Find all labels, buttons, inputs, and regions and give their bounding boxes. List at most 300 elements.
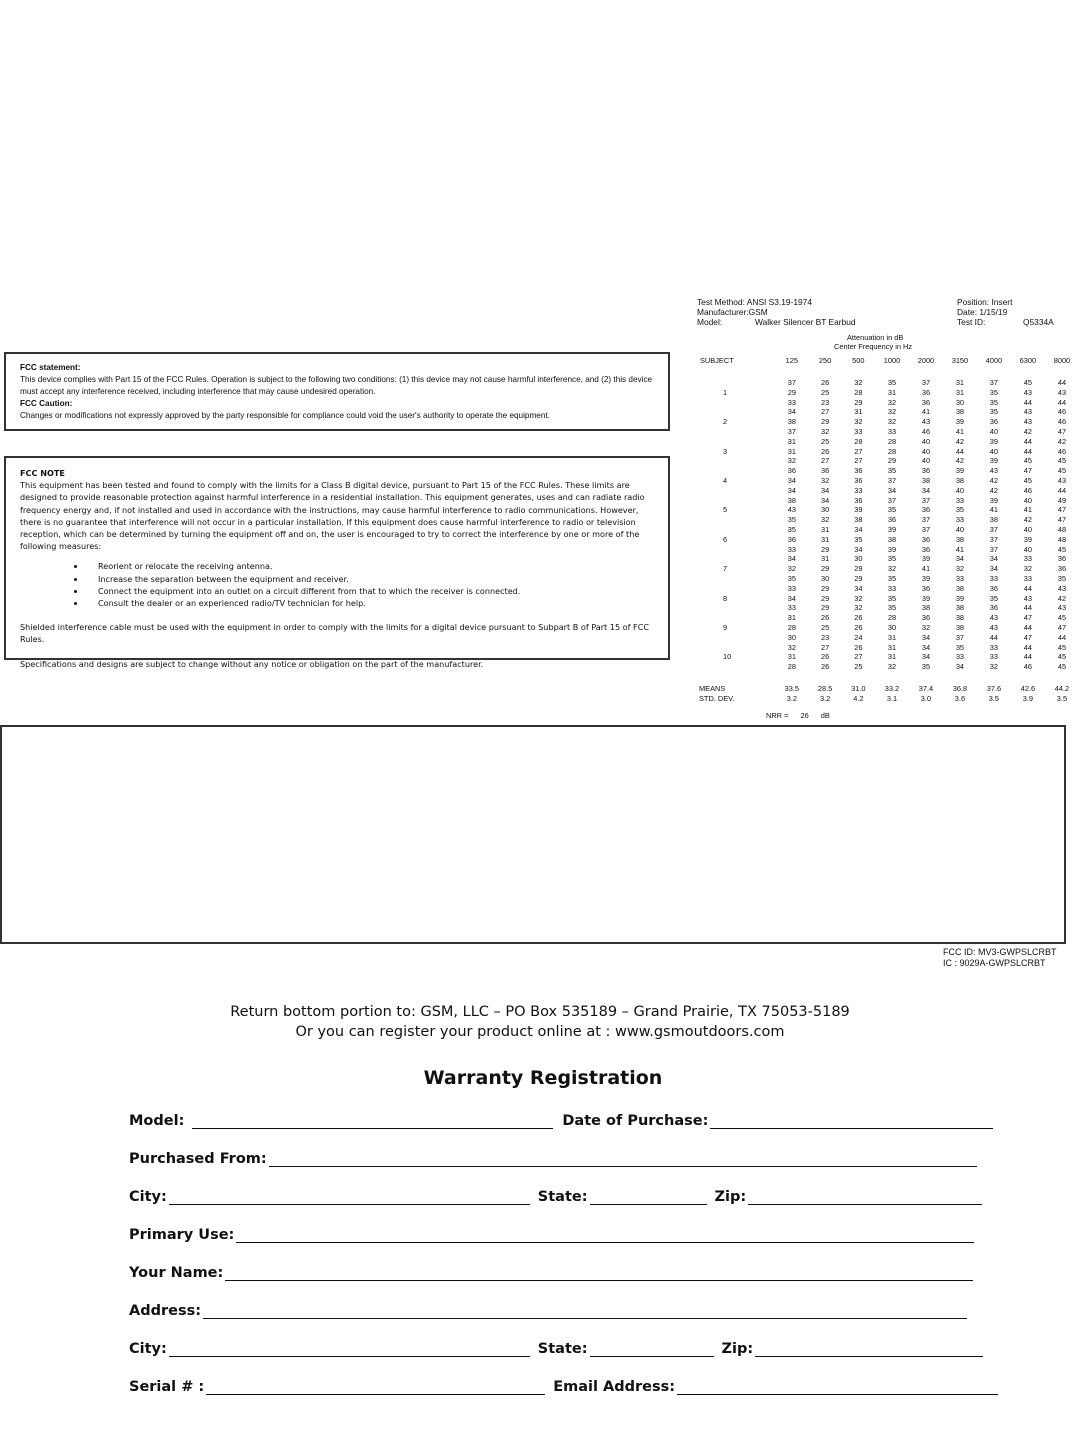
attenuation-value: 46 — [1057, 446, 1067, 456]
attenuation-value: 34 — [820, 485, 830, 495]
table-row — [699, 663, 1078, 671]
attenuation-value: 35 — [787, 515, 796, 525]
attenuation-value: 35 — [887, 466, 897, 476]
attenuation-value: 41 — [921, 564, 931, 574]
freq-header: 4000 — [985, 355, 1003, 365]
attenuation-value: 26 — [854, 642, 863, 652]
attenuation-value: 47 — [1057, 622, 1067, 632]
attenuation-value: 35 — [887, 603, 897, 613]
attenuation-value: 39 — [854, 505, 863, 515]
attenuation-value: 41 — [921, 407, 931, 417]
subject-number — [699, 457, 774, 465]
nrr-unit: dB — [820, 711, 830, 720]
attenuation-value: 33 — [989, 573, 999, 583]
attenuation-value: 40 — [1023, 495, 1033, 505]
model-field[interactable] — [192, 1112, 553, 1129]
attenuation-value: 28 — [887, 446, 897, 456]
freq-header: 8000 — [1053, 355, 1071, 365]
date-of-purchase-field[interactable] — [710, 1112, 993, 1129]
attenuation-value: 31 — [955, 387, 965, 397]
position: Position: Insert — [957, 297, 1013, 307]
attenuation-value: 29 — [787, 387, 796, 397]
attenuation-value: 31 — [887, 632, 897, 642]
table-row — [699, 497, 1078, 505]
std-dev-row-label: STD. DEV. — [699, 693, 735, 703]
attenuation-value: 45 — [1057, 652, 1067, 662]
attenuation-value: 38 — [955, 583, 965, 593]
attenuation-value: 23 — [820, 397, 830, 407]
subject-number: 4 — [723, 475, 728, 485]
attenuation-value: 45 — [1057, 544, 1067, 554]
attenuation-value: 36 — [820, 466, 830, 476]
your-name-field[interactable] — [225, 1264, 973, 1281]
attenuation-value: 35 — [989, 593, 999, 603]
attenuation-value: 34 — [921, 485, 931, 495]
attenuation-value: 36 — [921, 397, 931, 407]
attenuation-value: 34 — [820, 495, 830, 505]
attenuation-value: 43 — [921, 417, 931, 427]
city-field[interactable] — [169, 1340, 530, 1357]
primary-use-field[interactable] — [236, 1226, 974, 1243]
attenuation-value: 39 — [989, 456, 999, 466]
attenuation-value: 34 — [955, 662, 965, 672]
fcc-note-box — [4, 456, 670, 669]
city-label: City: — [129, 1189, 167, 1205]
subject-number — [699, 497, 774, 505]
freq-header: 6300 — [1019, 355, 1037, 365]
attenuation-value: 37 — [989, 524, 999, 534]
std-dev-row — [699, 695, 1078, 703]
attenuation-value: 34 — [787, 475, 796, 485]
fcc-caution-text: Changes or modifications not expressly approved by the party responsible for compliance could void the user's authority to operate the equipment. — [20, 411, 550, 420]
attenuation-value: 29 — [820, 417, 830, 427]
attenuation-value: 33 — [989, 642, 999, 652]
attenuation-value: 28 — [887, 436, 897, 446]
attenuation-value: 32 — [887, 564, 897, 574]
nrr-label: NRR = — [766, 711, 789, 720]
attenuation-value: 29 — [820, 564, 830, 574]
attenuation-value: 44 — [1057, 632, 1067, 642]
subject-number — [699, 585, 774, 593]
attenuation-value: 39 — [955, 593, 965, 603]
attenuation-value: 34 — [787, 407, 796, 417]
subject-number: 9 — [723, 622, 728, 632]
attenuation-value: 27 — [854, 456, 863, 466]
subject-number — [699, 546, 774, 554]
regulatory-ids — [943, 947, 1057, 969]
attenuation-value: 34 — [887, 485, 897, 495]
attenuation-value: 28 — [787, 662, 796, 672]
attenuation-value: 43 — [1023, 417, 1033, 427]
subject-number — [699, 467, 774, 475]
attenuation-value: 35 — [887, 505, 897, 515]
std-dev-row-value: 3.1 — [886, 693, 898, 703]
fcc-caution-heading: FCC Caution: — [20, 399, 73, 408]
attenuation-value: 33 — [787, 544, 796, 554]
subject-number: 7 — [723, 564, 728, 574]
attenuation-value: 31 — [787, 436, 796, 446]
form-row-primary-use — [129, 1223, 974, 1243]
attenuation-value: 33 — [1023, 573, 1033, 583]
attenuation-value: 36 — [787, 466, 796, 476]
attenuation-value: 32 — [887, 397, 897, 407]
attenuation-value: 25 — [820, 387, 830, 397]
attenuation-value: 26 — [820, 378, 830, 387]
address-label: Address: — [129, 1303, 202, 1319]
attenuation-value: 45 — [1057, 613, 1067, 623]
your-name-label: Your Name: — [129, 1265, 224, 1281]
attenuation-value: 35 — [887, 378, 897, 387]
attenuation-value: 26 — [820, 662, 830, 672]
attenuation-value: 47 — [1057, 515, 1067, 525]
attenuation-value: 49 — [1057, 495, 1067, 505]
attenuation-value: 43 — [1023, 407, 1033, 417]
attenuation-value: 41 — [955, 426, 965, 436]
attenuation-value: 38 — [921, 475, 931, 485]
nrr-row — [766, 711, 830, 720]
subject-number: 5 — [723, 505, 728, 515]
table-row — [699, 487, 1078, 495]
attenuation-value: 35 — [989, 387, 999, 397]
attenuation-value: 35 — [989, 407, 999, 417]
subject-number: 2 — [723, 417, 728, 427]
attenuation-value: 45 — [1023, 456, 1033, 466]
attenuation-value: 33 — [887, 583, 897, 593]
attenuation-value: 37 — [787, 378, 796, 387]
means-row-value: 31.0 — [851, 683, 866, 693]
attenuation-value: 37 — [921, 515, 931, 525]
table-row — [699, 565, 1078, 573]
table-row — [699, 448, 1078, 456]
attenuation-value: 28 — [854, 387, 863, 397]
fcc-statement-text: This device complies with Part 15 of the FCC Rules. Operation is subject to the following two conditions: (1) this device may not cause harmful interference, and (2) this device must accept any interference received, including interference that may cause undesired operation. — [20, 375, 653, 396]
attenuation-value: 36 — [887, 515, 897, 525]
city-field[interactable] — [169, 1188, 530, 1205]
attenuation-value: 34 — [787, 554, 796, 564]
attenuation-value: 31 — [820, 554, 830, 564]
attenuation-value: 42 — [955, 456, 965, 466]
attenuation-value: 40 — [921, 456, 931, 466]
fcc-id: FCC ID: MV3-GWPSLCRBT — [943, 947, 1057, 957]
attenuation-value: 25 — [820, 622, 830, 632]
attenuation-value: 38 — [989, 515, 999, 525]
attenuation-value: 28 — [854, 436, 863, 446]
attenuation-value: 37 — [887, 475, 897, 485]
attenuation-value: 43 — [1057, 475, 1067, 485]
attenuation-value: 36 — [1057, 564, 1067, 574]
attenuation-value: 39 — [1023, 534, 1033, 544]
subject-number: 10 — [723, 652, 732, 662]
table-row — [699, 408, 1078, 416]
attenuation-value: 29 — [854, 564, 863, 574]
attenuation-value: 33 — [854, 426, 863, 436]
attenuation-value: 31 — [887, 642, 897, 652]
table-row — [699, 624, 1078, 632]
std-dev-row-value: 3.5 — [988, 693, 1000, 703]
attenuation-value: 32 — [854, 593, 863, 603]
attenuation-value: 43 — [989, 613, 999, 623]
attenuation-value: 33 — [787, 603, 796, 613]
attenuation-value: 39 — [955, 466, 965, 476]
form-row-purchased-from — [129, 1147, 977, 1167]
attenuation-value: 31 — [787, 446, 796, 456]
subject-number — [699, 614, 774, 622]
attenuation-value: 34 — [989, 554, 999, 564]
attenuation-value: 36 — [921, 613, 931, 623]
attenuation-value: 36 — [787, 534, 796, 544]
model-value: Walker Silencer BT Earbud — [755, 317, 856, 327]
model-label: Model: — [697, 317, 723, 327]
attenuation-value: 25 — [820, 436, 830, 446]
attenuation-value: 25 — [854, 662, 863, 672]
ic-id: IC : 9029A-GWPSLCRBT — [943, 958, 1046, 968]
attenuation-value: 40 — [921, 436, 931, 446]
attenuation-value: 40 — [955, 524, 965, 534]
attenuation-label: Attenuation in dB — [847, 333, 904, 342]
attenuation-value: 31 — [887, 387, 897, 397]
form-row-model — [129, 1109, 993, 1129]
attenuation-value: 44 — [1023, 583, 1033, 593]
attenuation-value: 33 — [787, 583, 796, 593]
attenuation-value: 29 — [854, 573, 863, 583]
attenuation-value: 28 — [887, 613, 897, 623]
attenuation-value: 35 — [1057, 573, 1067, 583]
attenuation-value: 44 — [1023, 622, 1033, 632]
attenuation-value: 45 — [1057, 642, 1067, 652]
attenuation-value: 44 — [955, 446, 965, 456]
attenuation-value: 47 — [1023, 613, 1033, 623]
attenuation-value: 37 — [921, 495, 931, 505]
attenuation-value: 36 — [921, 534, 931, 544]
table-row — [699, 389, 1078, 397]
means-row-value: 42.6 — [1020, 683, 1036, 693]
attenuation-value: 35 — [955, 505, 965, 515]
attenuation-value: 40 — [955, 485, 965, 495]
nrr-value: 26 — [800, 711, 809, 720]
attenuation-value: 34 — [787, 593, 796, 603]
attenuation-value: 29 — [820, 603, 830, 613]
attenuation-value: 34 — [854, 544, 863, 554]
table-row — [699, 546, 1078, 554]
attenuation-value: 36 — [921, 505, 931, 515]
return-info — [0, 1002, 1080, 1042]
attenuation-value: 26 — [820, 446, 830, 456]
state-field[interactable] — [590, 1188, 707, 1205]
attenuation-value: 32 — [820, 475, 830, 485]
std-dev-row-value: 3.0 — [920, 693, 932, 703]
date-of-purchase-label: Date of Purchase: — [562, 1113, 709, 1129]
attenuation-value: 35 — [854, 534, 863, 544]
attenuation-value: 36 — [854, 466, 863, 476]
state-label: State: — [537, 1341, 588, 1357]
table-row — [699, 614, 1078, 622]
means-row-label: MEANS — [699, 683, 726, 693]
attenuation-value: 36 — [921, 544, 931, 554]
attenuation-value: 46 — [921, 426, 931, 436]
attenuation-value: 38 — [955, 534, 965, 544]
attenuation-value: 43 — [989, 622, 999, 632]
attenuation-value: 35 — [887, 573, 897, 583]
attenuation-value: 36 — [854, 475, 863, 485]
attenuation-value: 43 — [1023, 593, 1033, 603]
table-row — [699, 595, 1078, 603]
form-row-serial — [129, 1375, 998, 1395]
freq-header: 125 — [785, 355, 799, 365]
attenuation-value: 35 — [989, 397, 999, 407]
freq-header: 500 — [852, 355, 865, 365]
attenuation-value: 34 — [921, 652, 931, 662]
email-field[interactable] — [677, 1378, 998, 1395]
attenuation-value: 32 — [820, 426, 830, 436]
attenuation-value: 34 — [921, 632, 931, 642]
attenuation-value: 36 — [1057, 554, 1067, 564]
means-row-value: 33.2 — [884, 683, 900, 693]
freq-header: 2000 — [917, 355, 935, 365]
subject-number — [699, 408, 774, 416]
subject-number — [699, 516, 774, 524]
zip-field[interactable] — [755, 1340, 983, 1357]
attenuation-value: 30 — [887, 622, 897, 632]
std-dev-row-value: 3.2 — [819, 693, 831, 703]
attenuation-value: 45 — [1057, 456, 1067, 466]
attenuation-value: 39 — [921, 573, 931, 583]
measure-item: • Connect the equipment into an outlet on a circuit different from that to which the receiver is connected. — [86, 585, 654, 597]
attenuation-value: 37 — [921, 524, 931, 534]
attenuation-value: 24 — [854, 632, 863, 642]
attenuation-value: 36 — [921, 466, 931, 476]
means-row-value: 33.5 — [784, 683, 800, 693]
attenuation-value: 30 — [820, 573, 830, 583]
attenuation-value: 30 — [955, 397, 965, 407]
attenuation-value: 32 — [989, 662, 999, 672]
attenuation-value: 37 — [921, 378, 931, 387]
attenuation-value: 38 — [921, 603, 931, 613]
attenuation-value: 33 — [955, 652, 965, 662]
attenuation-value: 32 — [955, 564, 965, 574]
fcc-measures-list — [20, 560, 654, 609]
attenuation-value: 32 — [887, 662, 897, 672]
attenuation-value: 47 — [1023, 632, 1033, 642]
attenuation-value: 39 — [989, 436, 999, 446]
form-row-address — [129, 1299, 967, 1319]
attenuation-value: 34 — [989, 564, 999, 574]
table-row — [699, 644, 1078, 652]
table-row — [699, 418, 1078, 426]
shielded-cable-text: Shielded interference cable must be used with the equipment in order to comply with the limits for a digital device pursuant to Subpart B of Part 15 of FCC Rules. — [20, 622, 650, 645]
attenuation-value: 37 — [989, 378, 999, 387]
attenuation-value: 34 — [955, 554, 965, 564]
attenuation-value: 44 — [1023, 652, 1033, 662]
attenuation-value: 31 — [887, 652, 897, 662]
std-dev-row-value: 4.2 — [853, 693, 864, 703]
attenuation-value: 29 — [820, 593, 830, 603]
means-row-value: 37.6 — [986, 683, 1002, 693]
serial-label: Serial # : — [129, 1379, 205, 1395]
attenuation-value: 39 — [887, 524, 897, 534]
attenuation-value: 38 — [887, 534, 897, 544]
test-date: Date: 1/15/19 — [957, 307, 1008, 317]
table-row — [699, 555, 1078, 563]
attenuation-value: 42 — [989, 485, 999, 495]
fcc-statement-heading: FCC statement: — [20, 363, 81, 372]
attenuation-value: 43 — [1057, 387, 1067, 397]
email-label: Email Address: — [553, 1379, 676, 1395]
purchased-from-label: Purchased From: — [129, 1151, 267, 1167]
std-dev-row-value: 3.9 — [1022, 693, 1034, 703]
attenuation-value: 38 — [955, 475, 965, 485]
attenuation-value: 38 — [787, 495, 796, 505]
form-row-city-2 — [129, 1337, 983, 1357]
fcc-note-heading: FCC NOTE — [20, 468, 65, 478]
attenuation-value: 47 — [1057, 426, 1067, 436]
attenuation-value: 41 — [989, 505, 999, 515]
state-field[interactable] — [590, 1340, 714, 1357]
attenuation-value: 44 — [1057, 378, 1067, 387]
attenuation-value: 42 — [989, 475, 999, 485]
attenuation-value: 40 — [921, 446, 931, 456]
means-row — [699, 685, 1078, 693]
means-row-value: 37.4 — [918, 683, 934, 693]
table-row — [699, 477, 1078, 485]
attenuation-value: 30 — [787, 632, 796, 642]
serial-field[interactable] — [206, 1378, 545, 1395]
attenuation-value: 36 — [989, 603, 999, 613]
attenuation-value: 32 — [1023, 564, 1033, 574]
attenuation-value: 38 — [955, 613, 965, 623]
address-field[interactable] — [203, 1302, 967, 1319]
attenuation-value: 48 — [1057, 534, 1067, 544]
attenuation-value: 29 — [854, 397, 863, 407]
attenuation-value: 45 — [1023, 475, 1033, 485]
means-row-value: 36.8 — [952, 683, 968, 693]
test-method: Test Method: ANSI S3.19-1974 — [697, 297, 812, 307]
state-label: State: — [537, 1189, 588, 1205]
means-row-value: 44.2 — [1054, 683, 1070, 693]
attenuation-value: 44 — [1057, 485, 1067, 495]
table-row — [699, 585, 1078, 593]
subject-number — [699, 487, 774, 495]
table-row — [699, 428, 1078, 436]
zip-field[interactable] — [748, 1188, 982, 1205]
zip-label: Zip: — [714, 1189, 747, 1205]
attenuation-value: 43 — [787, 505, 796, 515]
attenuation-value: 33 — [989, 652, 999, 662]
std-dev-row-value: 3.2 — [786, 693, 797, 703]
attenuation-value: 47 — [1057, 505, 1067, 515]
table-row — [699, 653, 1078, 661]
subject-number — [699, 644, 774, 652]
city-label: City: — [129, 1341, 167, 1357]
attenuation-value: 44 — [1023, 397, 1033, 407]
subject-header: SUBJECT — [700, 355, 734, 365]
freq-header: 250 — [818, 355, 832, 365]
attenuation-value: 26 — [854, 622, 863, 632]
attenuation-value: 45 — [1023, 378, 1033, 387]
attenuation-value: 38 — [854, 515, 863, 525]
attenuation-value: 34 — [921, 642, 931, 652]
table-row — [699, 634, 1078, 642]
attenuation-value: 43 — [1057, 583, 1067, 593]
purchased-from-field[interactable] — [269, 1150, 977, 1167]
warranty-title: Warranty Registration — [423, 1067, 663, 1089]
subject-number — [699, 555, 774, 563]
attenuation-value: 31 — [854, 407, 863, 417]
table-row — [699, 399, 1078, 407]
manufacturer: Manufacturer:GSM — [697, 307, 768, 317]
attenuation-value: 38 — [955, 622, 965, 632]
table-row — [699, 506, 1078, 514]
attenuation-value: 45 — [1057, 662, 1067, 672]
